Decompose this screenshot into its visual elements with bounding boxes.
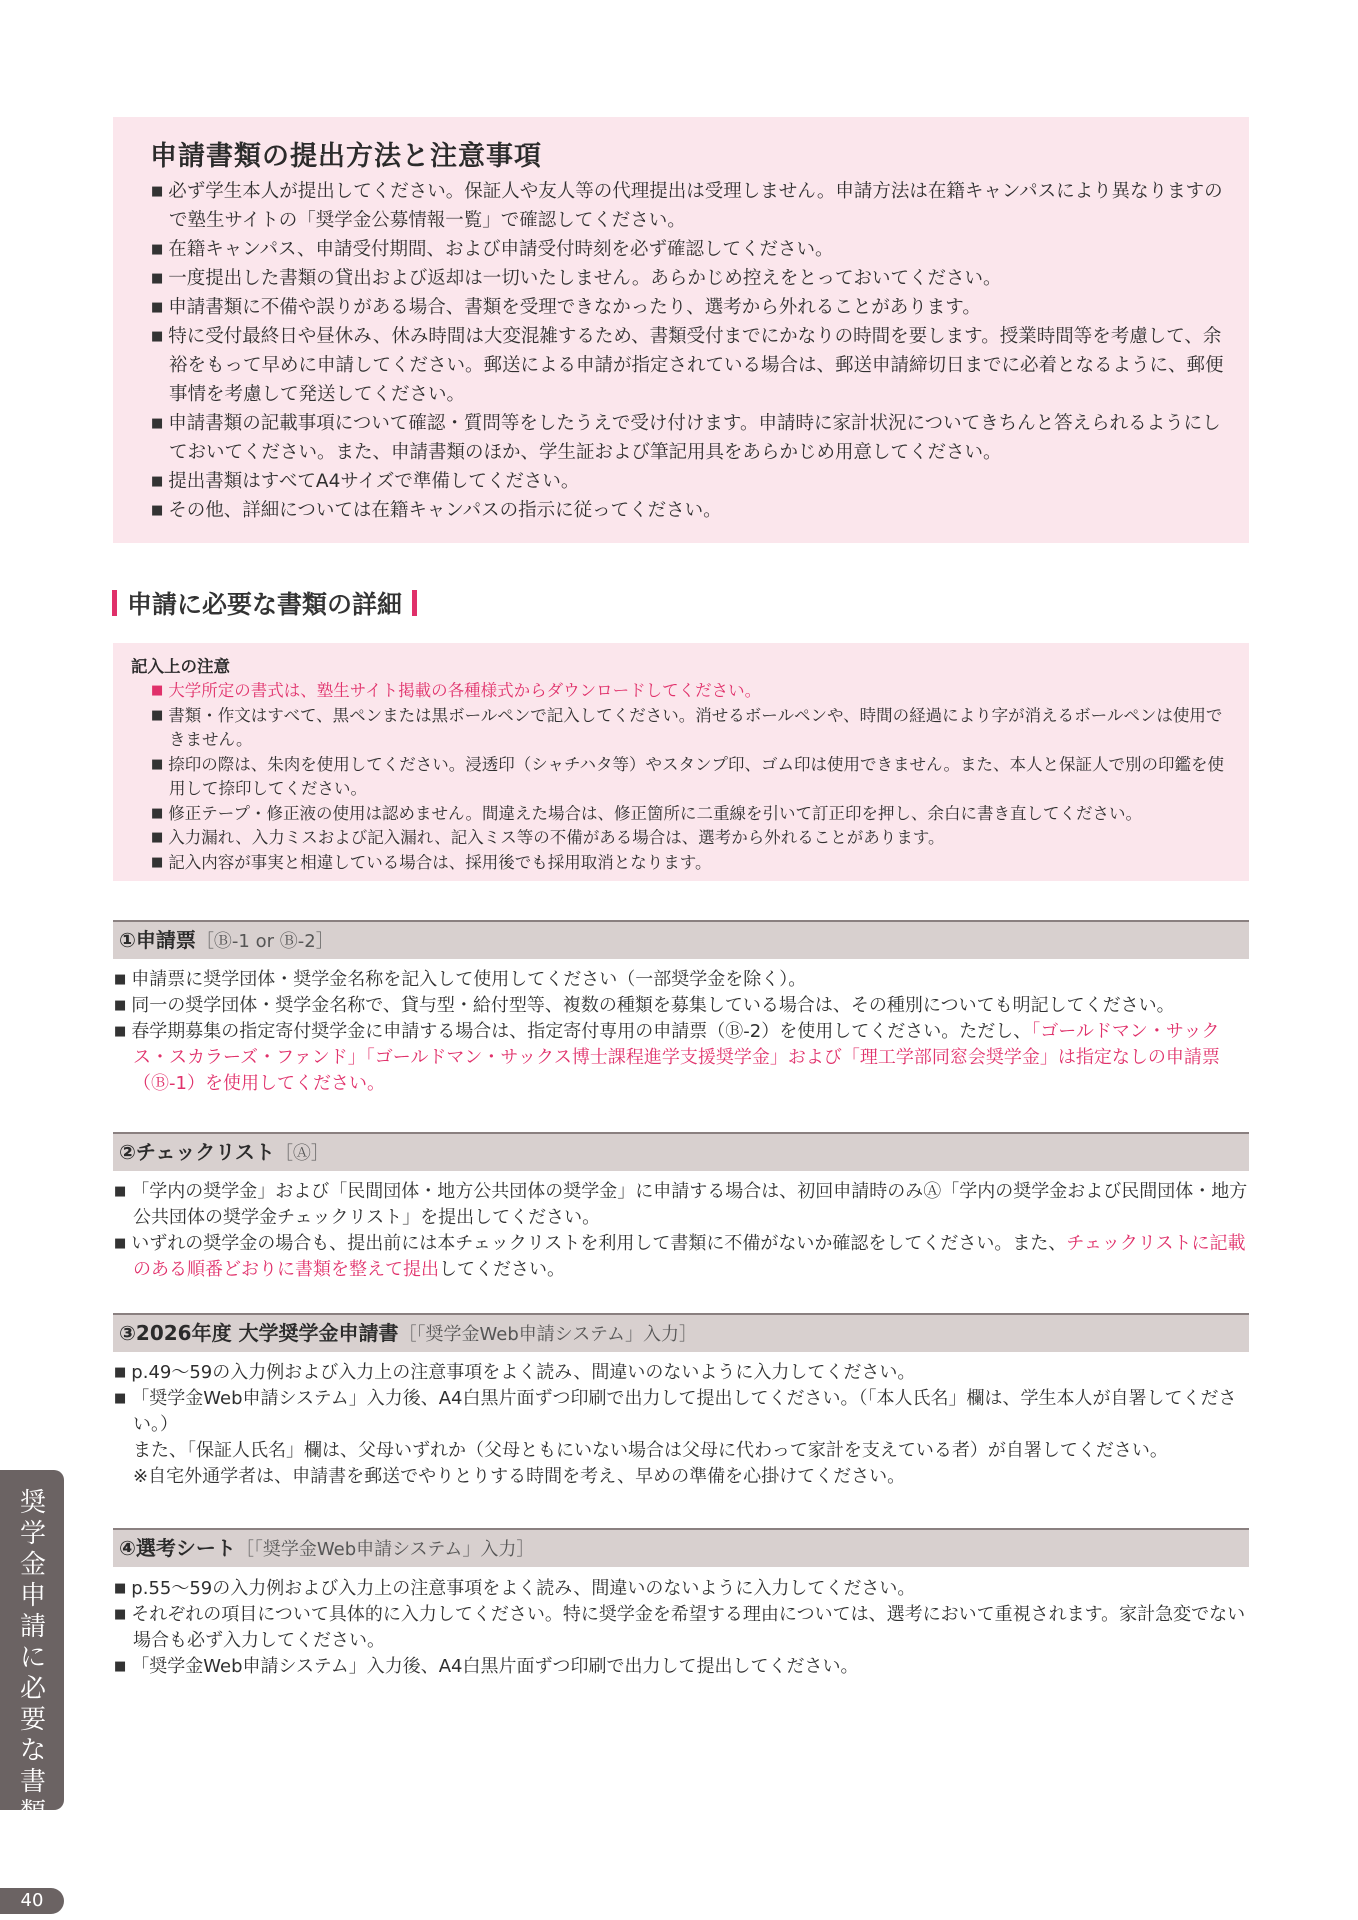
list-item: ■ 入力漏れ、入力ミスおよび記入漏れ、記入ミス等の不備がある場合は、選考から外れることがあります。 xyxy=(151,828,945,847)
bullet-icon: ■ xyxy=(151,830,164,845)
bullet-icon: ■ xyxy=(114,1659,127,1674)
details-heading xyxy=(112,588,427,618)
bullet-icon: ■ xyxy=(151,805,164,821)
section-header-application xyxy=(113,1313,1249,1352)
bullet-icon: ■ xyxy=(114,1607,127,1622)
bullet-icon: ■ xyxy=(151,854,164,870)
list-item: ■ 提出書類はすべてA4サイズで準備してください。 xyxy=(151,471,580,492)
bullet-icon: ■ xyxy=(151,707,164,723)
bullet-icon: ■ xyxy=(114,1581,127,1596)
entry-notes-box xyxy=(113,643,1249,881)
list-item: ■ 「奨学金Web申請システム」入力後、A4白黒片面ずつ印刷で出力して提出してください。 xyxy=(114,1656,859,1677)
list-item: ■ 同一の奨学団体・奨学金名称で、貸与型・給付型等、複数の種類を募集している場合は、その種別についても明記してください。 xyxy=(114,995,1175,1016)
bullet-icon: ■ xyxy=(151,300,164,315)
list-item: ■ 申請書類の記載事項について確認・質問等をしたうえで受け付けます。申請時に家計状況についてきちんと答えられるようにしておいてください。また、申請書類のほか、学生証および筆記用具をあらかじめ用意してください。 xyxy=(151,413,1221,463)
section-subtitle: ［「奨学金Web申請システム」入力］ xyxy=(398,1324,698,1345)
details-heading-text: 申請に必要な書類の詳細 xyxy=(127,590,403,619)
heading-bar-icon xyxy=(112,590,117,616)
bullet-icon: ■ xyxy=(151,329,164,344)
list-item: ■ 書類・作文はすべて、黒ペンまたは黒ボールペンで記入してください。消せるボールペンや、時間の経過により字が消えるボールペンは使用できません。 xyxy=(151,705,1223,749)
list-item: ■ いずれの奨学金の場合も、提出前には本チェックリストを利用して書類に不備がないか確認をしてください。また、チェックリストに記載のある順番どおりに書類を整えて提出してください。 xyxy=(114,1233,1246,1280)
list-item: ■ 記入内容が事実と相違している場合は、採用後でも採用取消となります。 xyxy=(151,852,712,872)
bullet-icon: ■ xyxy=(114,1365,127,1380)
entry-notes-title: 記入上の注意 xyxy=(131,657,230,676)
list-item: ■ 大学所定の書式は、塾生サイト掲載の各種様式からダウンロードしてください。 xyxy=(151,681,762,700)
section3-list xyxy=(114,1360,1254,1490)
list-item: ■ 捺印の際は、朱肉を使用してください。浸透印（シャチハタ等）やスタンプ印、ゴム印は使用できません。また、本人と保証人で別の印鑑を使用して捺印してください。 xyxy=(151,754,1224,798)
section-header-checklist xyxy=(113,1132,1249,1171)
bullet-icon: ■ xyxy=(114,972,127,987)
section-title: ①申請票 xyxy=(119,928,196,952)
bullet-icon: ■ xyxy=(151,184,164,199)
bullet-icon: ■ xyxy=(114,1184,127,1199)
section2-list xyxy=(114,1179,1254,1283)
submission-notes-title: 申請書類の提出方法と注意事項 xyxy=(150,141,542,172)
bullet-icon: ■ xyxy=(151,271,164,286)
list-item: ■ 一度提出した書類の貸出および返却は一切いたしません。あらかじめ控えをとっておいてください。 xyxy=(151,268,1002,289)
list-item: ■ それぞれの項目について具体的に入力してください。特に奨学金を希望する理由については、選考において重視されます。家計急変でない場合も必ず入力してください。 xyxy=(114,1604,1246,1651)
bullet-icon: ■ xyxy=(114,1391,127,1406)
entry-notes-list xyxy=(151,679,1231,875)
chapter-side-tab-label: 奨学金申請に必要な書類 xyxy=(19,1488,46,1828)
section-subtitle: ［「奨学金Web申請システム」入力］ xyxy=(235,1539,535,1560)
section-title: ②チェックリスト xyxy=(119,1140,275,1164)
section-title: ③2026年度 大学奨学金申請書 xyxy=(119,1321,399,1345)
page-number: 40 xyxy=(0,1888,64,1914)
bullet-icon: ■ xyxy=(151,503,164,518)
list-item: ■ 「学内の奨学金」および「民間団体・地方公共団体の奨学金」に申請する場合は、初回申請時のみⒶ「学内の奨学金および民間団体・地方公共団体の奨学金チェックリスト」を提出してください。 xyxy=(114,1181,1248,1228)
list-item: ■ 「奨学金Web申請システム」入力後、A4白黒片面ずつ印刷で出力して提出してください。（「本人氏名」欄は、学生本人が自署してください。） xyxy=(114,1388,1237,1435)
list-item: ■ 修正テープ・修正液の使用は認めません。間違えた場合は、修正箇所に二重線を引いて訂正印を押し、余白に書き直してください。 xyxy=(151,803,1142,823)
section-header-application-form xyxy=(113,920,1249,959)
section-title: ④選考シート xyxy=(119,1536,236,1560)
chapter-side-tab xyxy=(0,1470,64,1828)
bullet-icon: ■ xyxy=(151,683,164,698)
list-item: ■ p.55～59の入力例および入力上の注意事項をよく読み、間違いのないように入力してください。 xyxy=(114,1578,916,1599)
list-item-continued: ※自宅外通学者は、申請書を郵送でやりとりする時間を考え、早めの準備を心掛けてください。 xyxy=(133,1466,906,1487)
list-item-continued: また、「保証人氏名」欄は、父母いずれか（父母ともにいない場合は父母に代わって家計を支えている者）が自署してください。 xyxy=(133,1440,1168,1461)
list-item: ■ 特に受付最終日や昼休み、休み時間は大変混雑するため、書類受付までにかなりの時間を要します。授業時間等を考慮して、余裕をもって早めに申請してください。郵送による申請が指定されている場合は、郵送申請締切日までに必着となるように、郵便事情を考慮して発送してください。 xyxy=(151,326,1224,405)
bullet-icon: ■ xyxy=(114,1236,127,1251)
list-item: ■ 春学期募集の指定寄付奨学金に申請する場合は、指定寄付専用の申請票（Ⓑ-2）を使用してください。ただし、「ゴールドマン・サックス・スカラーズ・ファンド」「ゴールドマン・サックス博士課程進学支援奨学金」および「理工学部同窓会奨学金」は指定なしの申請票（Ⓑ-1）を使用してください。 xyxy=(114,1021,1220,1094)
section-header-selection-sheet xyxy=(113,1528,1249,1567)
bullet-icon: ■ xyxy=(151,242,164,257)
section-subtitle: ［Ⓐ］ xyxy=(274,1143,329,1164)
list-item: ■ 必ず学生本人が提出してください。保証人や友人等の代理提出は受理しません。申請方法は在籍キャンパスにより異なりますので塾生サイトの「奨学金公募情報一覧」で確認してください。 xyxy=(151,181,1223,231)
bullet-icon: ■ xyxy=(151,474,164,489)
bullet-icon: ■ xyxy=(114,1024,127,1039)
list-item: ■ 申請書類に不備や誤りがある場合、書類を受理できなかったり、選考から外れることがあります。 xyxy=(151,297,981,318)
bullet-icon: ■ xyxy=(151,756,164,772)
list-item: ■ 申請票に奨学団体・奨学金名称を記入して使用してください（一部奨学金を除く）。 xyxy=(114,969,807,990)
section4-list xyxy=(114,1576,1254,1680)
section1-list xyxy=(114,967,1254,1097)
heading-bar-icon xyxy=(412,590,417,616)
submission-notes-box xyxy=(113,117,1249,543)
list-item: ■ 在籍キャンパス、申請受付期間、および申請受付時刻を必ず確認してください。 xyxy=(151,239,834,260)
submission-notes-list xyxy=(151,177,1231,525)
section-subtitle: ［Ⓑ-1 or Ⓑ-2］ xyxy=(195,931,334,952)
list-item: ■ p.49～59の入力例および入力上の注意事項をよく読み、間違いのないように入力してください。 xyxy=(114,1362,916,1383)
bullet-icon: ■ xyxy=(114,998,127,1013)
list-item: ■ その他、詳細については在籍キャンパスの指示に従ってください。 xyxy=(151,500,722,521)
bullet-icon: ■ xyxy=(151,416,164,431)
